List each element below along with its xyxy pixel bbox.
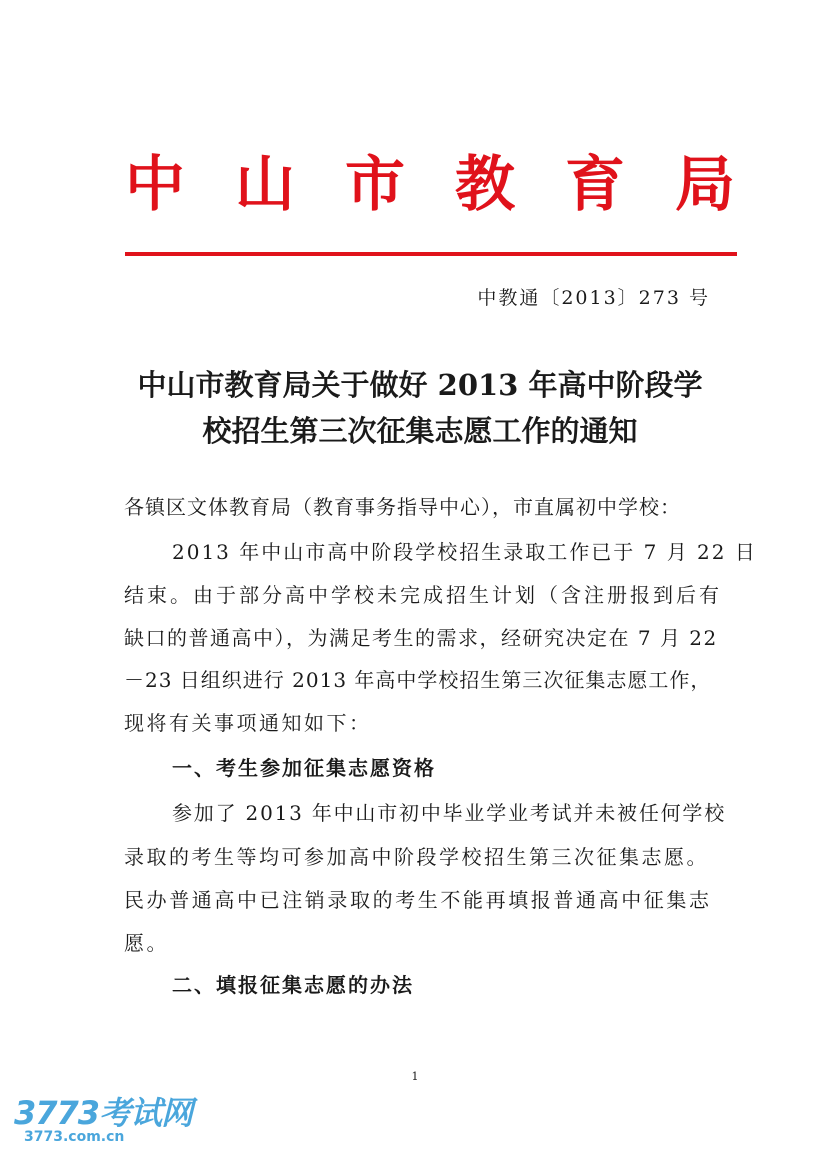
site-watermark <box>14 1095 194 1155</box>
paragraph-line: 参加了 2013 年中山市初中毕业学业考试并未被任何学校 <box>172 801 727 825</box>
paragraph-line: 录取的考生等均可参加高中阶段学校招生第三次征集志愿。 <box>124 845 709 869</box>
paragraph-line: 结束。由于部分高中学校未完成招生计划（含注册报到后有 <box>124 583 722 607</box>
paragraph-line: 缺口的普通高中），为满足考生的需求，经研究决定在 7 月 22 <box>124 626 718 650</box>
watermark-brand: 3773考试网 <box>14 1094 193 1132</box>
section-heading-2: 二、填报征集志愿的办法 <box>172 973 414 997</box>
paragraph-line: 愿。 <box>124 931 169 955</box>
letterhead-char: 教 <box>455 150 515 220</box>
salutation: 各镇区文体教育局（教育事务指导中心），市直属初中学校： <box>124 495 681 519</box>
letterhead-divider <box>125 252 737 256</box>
letterhead-char: 育 <box>565 150 625 220</box>
paragraph-line: 现将有关事项通知如下： <box>124 711 372 735</box>
page-number: 1 <box>411 1070 419 1083</box>
document-title <box>120 362 720 454</box>
paragraph-line: －23 日组织进行 2013 年高中学校招生第三次征集志愿工作， <box>124 668 712 692</box>
section-heading-1: 一、考生参加征集志愿资格 <box>172 756 436 780</box>
letterhead-char: 山 <box>235 150 295 220</box>
title-line-2: 校招生第三次征集志愿工作的通知 <box>202 414 638 448</box>
document-number: 中教通〔2013〕273 号 <box>477 287 710 309</box>
paragraph-line: 民办普通高中已注销录取的考生不能再填报普通高中征集志 <box>124 888 712 912</box>
letterhead-char: 局 <box>675 150 735 220</box>
paragraph-line: 2013 年中山市高中阶段学校招生录取工作已于 7 月 22 日 <box>172 540 757 564</box>
letterhead-char: 市 <box>345 150 405 220</box>
letterhead-title <box>125 145 735 225</box>
watermark-url: 3773.com.cn <box>24 1129 125 1145</box>
title-line-1: 中山市教育局关于做好 2013 年高中阶段学 <box>137 368 703 402</box>
letterhead-char: 中 <box>125 150 185 220</box>
